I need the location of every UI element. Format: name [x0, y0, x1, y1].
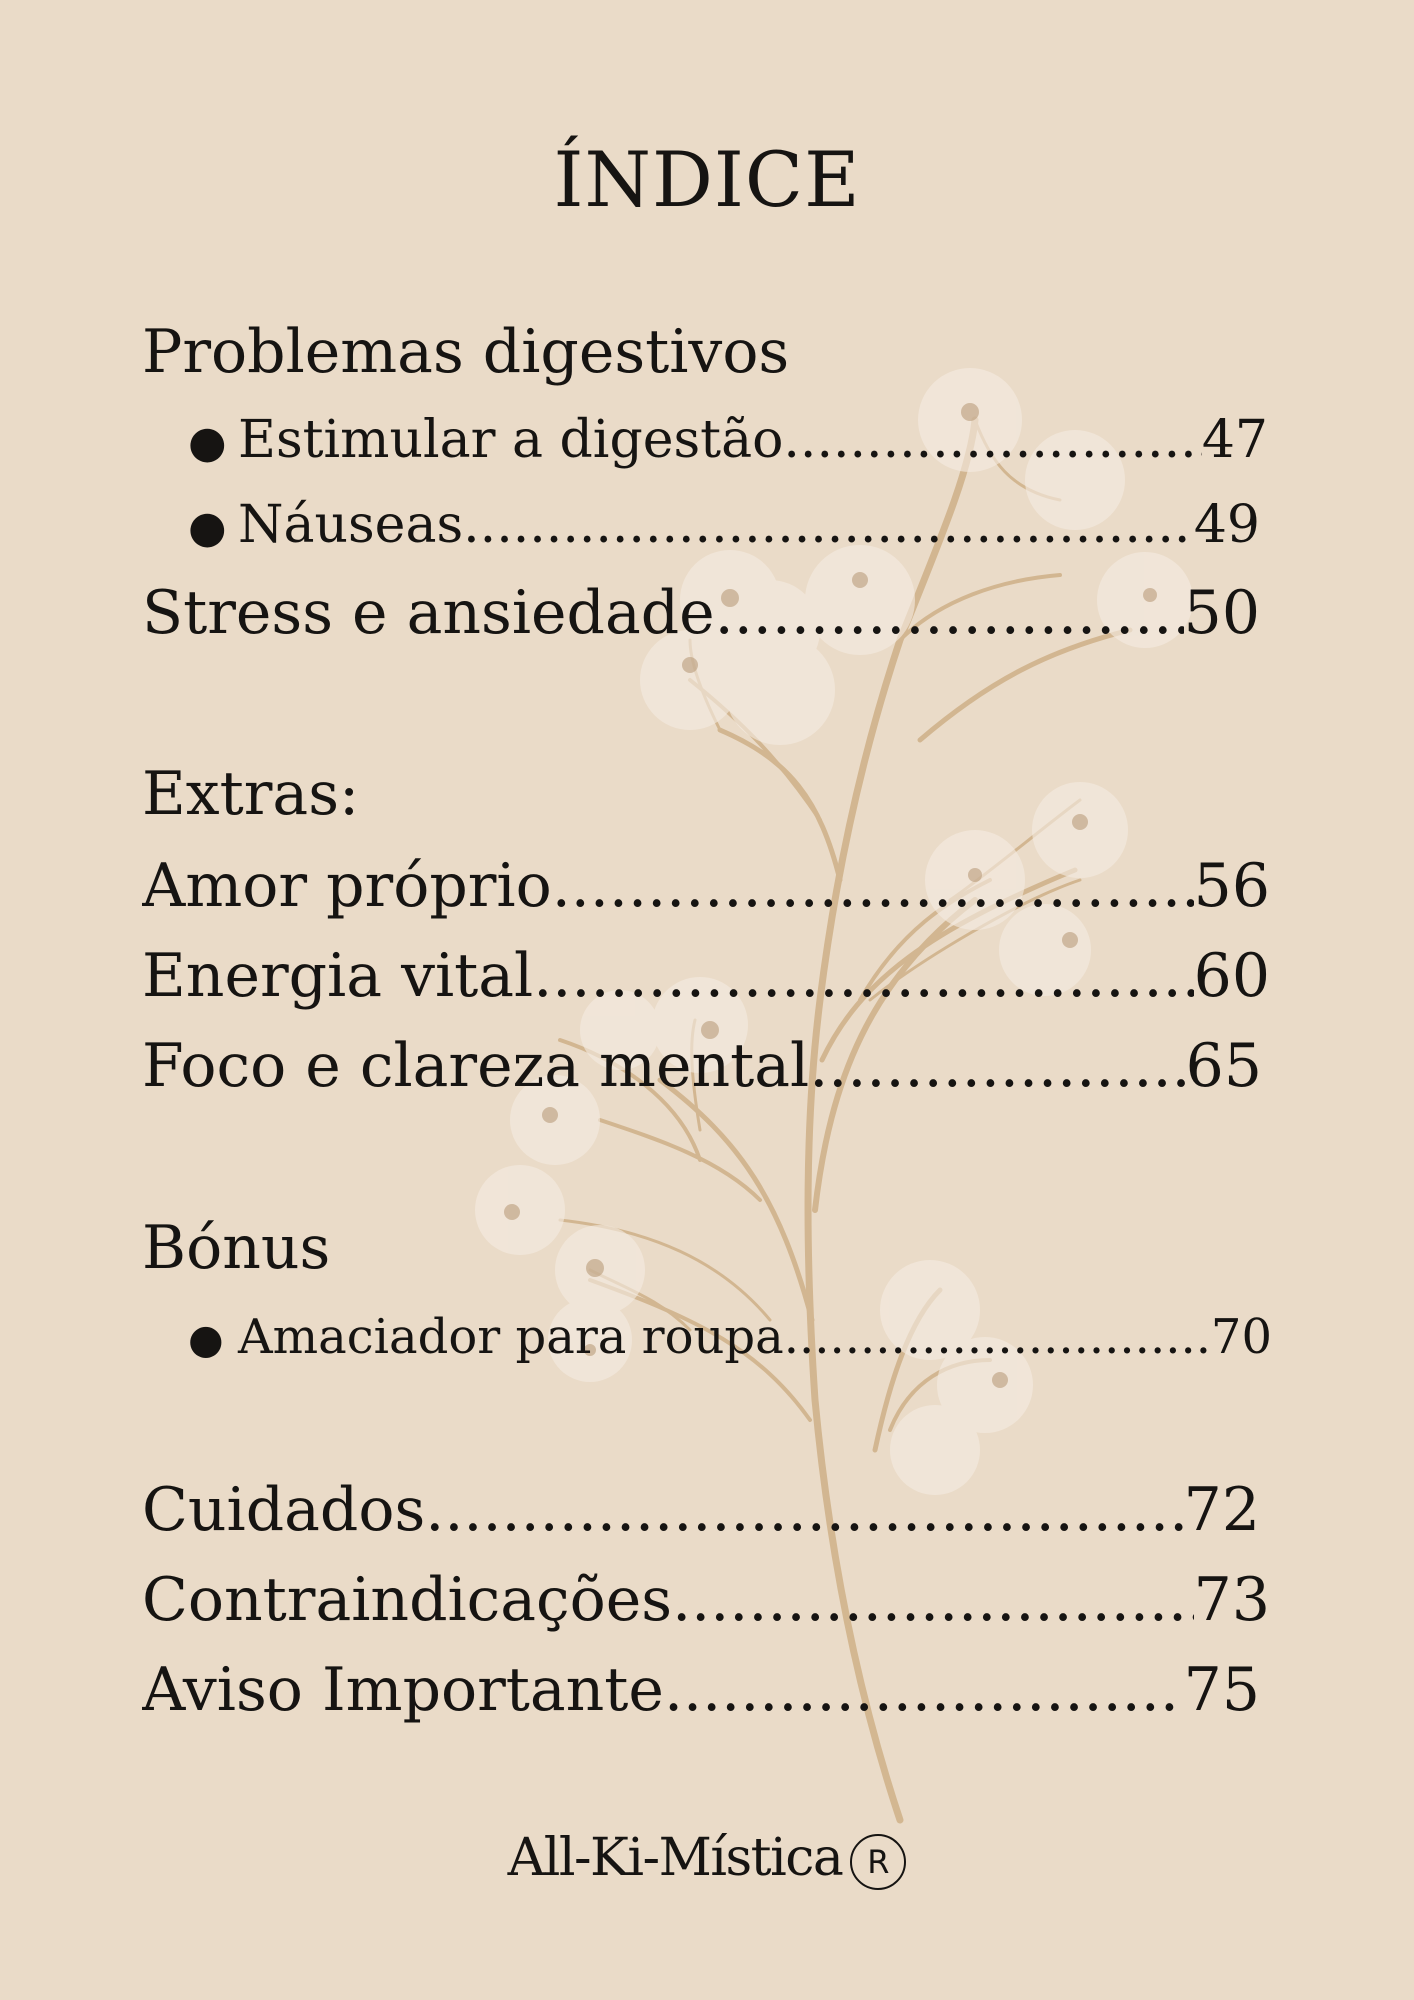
- dot-leader: [715, 575, 1184, 651]
- toc-entry-page: 75: [1183, 1655, 1260, 1725]
- toc-entry-label: Foco e clareza mental: [142, 1031, 810, 1101]
- section-heading-extras: Extras:: [142, 759, 360, 829]
- toc-entry-page: 60: [1193, 941, 1270, 1011]
- dot-leader: [425, 1472, 1183, 1548]
- section-heading-bonus: Bónus: [142, 1213, 331, 1283]
- toc-entry-nauseas: [188, 492, 1260, 561]
- toc-entry-amor-proprio: [142, 848, 1270, 924]
- toc-entry-label: Aviso Importante: [142, 1655, 664, 1725]
- toc-entry-stress-ansiedade: [142, 575, 1260, 651]
- toc-entry-page: 73: [1193, 1565, 1270, 1635]
- dot-leader: [783, 407, 1201, 473]
- section-heading-digestive: Problemas digestivos: [142, 317, 790, 387]
- brand-name: All-Ki-Mística: [507, 1828, 843, 1888]
- toc-entry-page: 65: [1185, 1031, 1262, 1101]
- dot-leader: [552, 848, 1194, 924]
- registered-mark-icon: R: [850, 1834, 906, 1890]
- bullet-icon: ●: [188, 502, 227, 553]
- toc-entry-label: Amor próprio: [142, 851, 552, 921]
- toc-entry-cuidados: [142, 1472, 1260, 1548]
- toc-entry-page: 49: [1193, 495, 1260, 555]
- toc-entry-page: 70: [1210, 1309, 1272, 1365]
- toc-entry-label: Cuidados: [142, 1475, 426, 1545]
- dot-leader: [463, 492, 1194, 558]
- toc-entry-label: Náuseas: [238, 495, 464, 555]
- toc-entry-page: 47: [1201, 410, 1268, 470]
- dot-leader: [672, 1562, 1194, 1638]
- toc-entry-foco-clareza: [142, 1028, 1262, 1104]
- toc-entry-label: Estimular a digestão: [238, 410, 784, 470]
- toc-entry-estimular-digestao: [188, 407, 1268, 476]
- toc-entry-label: Contraindicações: [142, 1565, 673, 1635]
- toc-entry-contraindicacoes: [142, 1562, 1270, 1638]
- toc-entry-label: Energia vital: [142, 941, 534, 1011]
- toc-entry-energia-vital: [142, 938, 1270, 1014]
- brand-footer: [0, 1826, 1414, 1890]
- dot-leader: [533, 938, 1193, 1014]
- dot-leader: [664, 1652, 1184, 1728]
- toc-entry-label: Stress e ansiedade: [142, 578, 715, 648]
- toc-entry-aviso-importante: [142, 1652, 1260, 1728]
- bullet-icon: ●: [188, 417, 227, 468]
- toc-entry-page: 50: [1183, 578, 1260, 648]
- dot-leader: [784, 1304, 1211, 1370]
- toc-entry-page: 72: [1183, 1475, 1260, 1545]
- toc-entry-amaciador: [188, 1304, 1272, 1372]
- toc-entry-page: 56: [1193, 851, 1270, 921]
- toc-entry-label: Amaciador para roupa: [238, 1309, 784, 1365]
- dot-leader: [809, 1028, 1185, 1104]
- page-title: ÍNDICE: [553, 135, 861, 224]
- bullet-icon: ●: [188, 1315, 224, 1363]
